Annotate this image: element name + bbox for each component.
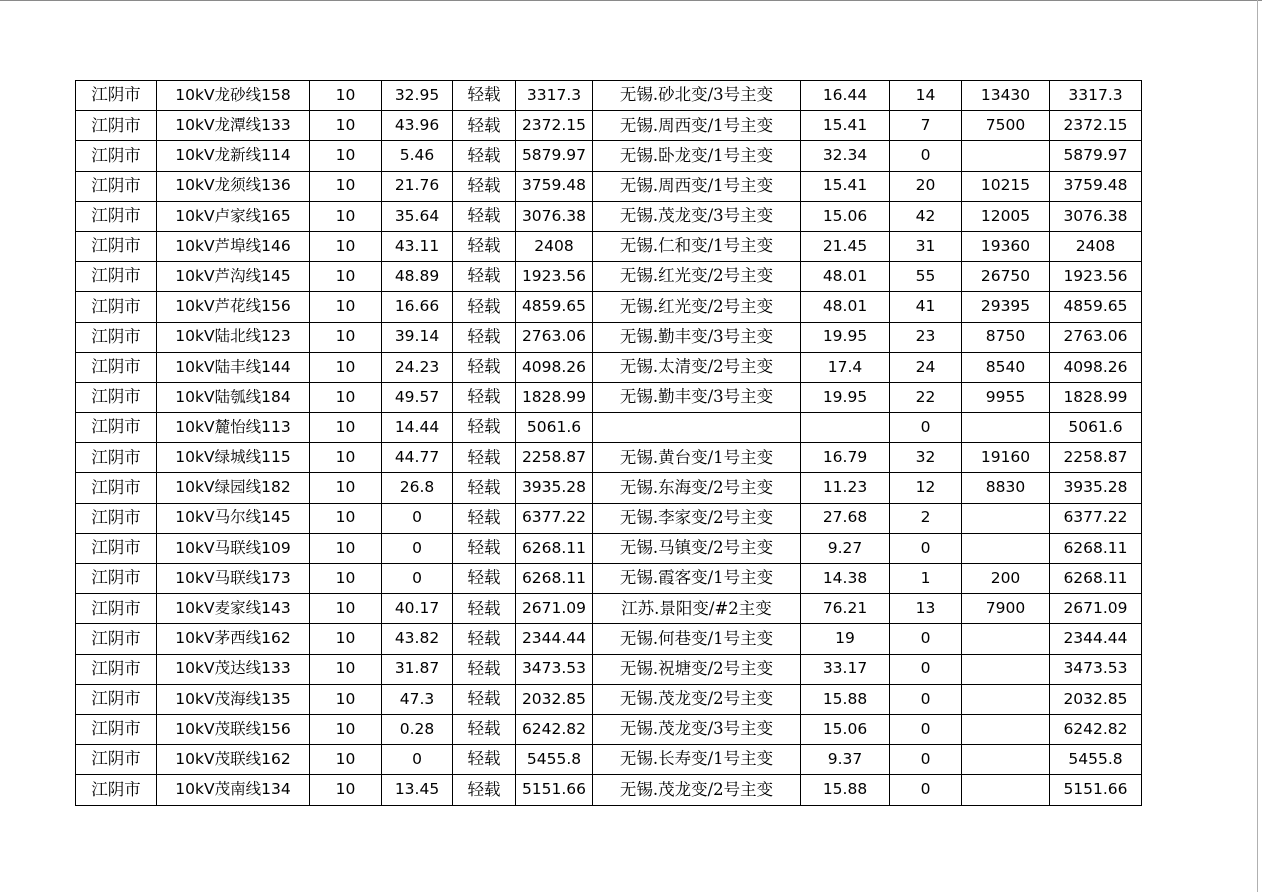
transformer-load-cell bbox=[801, 413, 890, 443]
count-cell: 20 bbox=[890, 171, 962, 201]
count-cell: 14 bbox=[890, 81, 962, 111]
city-cell: 江阴市 bbox=[76, 533, 157, 563]
voltage-cell: 10 bbox=[310, 413, 382, 443]
city-cell: 江阴市 bbox=[76, 745, 157, 775]
installed-capacity-cell: 7900 bbox=[962, 594, 1050, 624]
line-name-cell: 10kV龙须线136 bbox=[157, 171, 310, 201]
transformer-cell: 江苏.景阳变/#2主变 bbox=[593, 594, 801, 624]
load-status-cell: 轻载 bbox=[453, 382, 516, 412]
installed-capacity-cell bbox=[962, 714, 1050, 744]
load-status-cell: 轻载 bbox=[453, 292, 516, 322]
capacity-cell: 6242.82 bbox=[516, 714, 593, 744]
transformer-load-cell: 9.27 bbox=[801, 533, 890, 563]
load-rate-cell: 26.8 bbox=[382, 473, 453, 503]
count-cell: 0 bbox=[890, 533, 962, 563]
count-cell: 55 bbox=[890, 262, 962, 292]
transformer-load-cell: 9.37 bbox=[801, 745, 890, 775]
line-name-cell: 10kV龙砂线158 bbox=[157, 81, 310, 111]
transformer-cell: 无锡.茂龙变/3号主变 bbox=[593, 714, 801, 744]
load-rate-cell: 47.3 bbox=[382, 684, 453, 714]
capacity-cell: 3076.38 bbox=[516, 201, 593, 231]
table-row bbox=[76, 745, 1142, 775]
installed-capacity-cell: 19360 bbox=[962, 231, 1050, 261]
capacity-cell: 6377.22 bbox=[516, 503, 593, 533]
city-cell: 江阴市 bbox=[76, 111, 157, 141]
installed-capacity-cell bbox=[962, 413, 1050, 443]
load-rate-cell: 40.17 bbox=[382, 594, 453, 624]
load-rate-cell: 39.14 bbox=[382, 322, 453, 352]
transformer-cell: 无锡.霞客变/1号主变 bbox=[593, 564, 801, 594]
load-status-cell: 轻载 bbox=[453, 81, 516, 111]
load-status-cell: 轻载 bbox=[453, 564, 516, 594]
transformer-cell: 无锡.黄台变/1号主变 bbox=[593, 443, 801, 473]
load-rate-cell: 14.44 bbox=[382, 413, 453, 443]
city-cell: 江阴市 bbox=[76, 775, 157, 805]
table-row bbox=[76, 503, 1142, 533]
transformer-cell: 无锡.何巷变/1号主变 bbox=[593, 624, 801, 654]
city-cell: 江阴市 bbox=[76, 352, 157, 382]
count-cell: 0 bbox=[890, 745, 962, 775]
capacity-cell: 2258.87 bbox=[516, 443, 593, 473]
table-row bbox=[76, 111, 1142, 141]
transformer-load-cell: 11.23 bbox=[801, 473, 890, 503]
voltage-cell: 10 bbox=[310, 171, 382, 201]
line-name-cell: 10kV芦沟线145 bbox=[157, 262, 310, 292]
transformer-cell: 无锡.周西变/1号主变 bbox=[593, 111, 801, 141]
load-rate-cell: 0.28 bbox=[382, 714, 453, 744]
count-cell: 0 bbox=[890, 775, 962, 805]
capacity-cell: 1828.99 bbox=[516, 382, 593, 412]
installed-capacity-cell: 9955 bbox=[962, 382, 1050, 412]
voltage-cell: 10 bbox=[310, 624, 382, 654]
load-rate-cell: 24.23 bbox=[382, 352, 453, 382]
installed-capacity-cell: 8830 bbox=[962, 473, 1050, 503]
voltage-cell: 10 bbox=[310, 684, 382, 714]
load-rate-cell: 35.64 bbox=[382, 201, 453, 231]
transformer-load-cell: 48.01 bbox=[801, 262, 890, 292]
load-rate-cell: 5.46 bbox=[382, 141, 453, 171]
load-rate-cell: 0 bbox=[382, 533, 453, 563]
margin-cell: 4098.26 bbox=[1050, 352, 1142, 382]
load-status-cell: 轻载 bbox=[453, 141, 516, 171]
transformer-load-cell: 48.01 bbox=[801, 292, 890, 322]
voltage-cell: 10 bbox=[310, 714, 382, 744]
installed-capacity-cell: 13430 bbox=[962, 81, 1050, 111]
line-name-cell: 10kV麓怡线113 bbox=[157, 413, 310, 443]
city-cell: 江阴市 bbox=[76, 503, 157, 533]
count-cell: 31 bbox=[890, 231, 962, 261]
voltage-cell: 10 bbox=[310, 352, 382, 382]
capacity-cell: 2344.44 bbox=[516, 624, 593, 654]
margin-cell: 3317.3 bbox=[1050, 81, 1142, 111]
line-name-cell: 10kV茂南线134 bbox=[157, 775, 310, 805]
margin-cell: 3935.28 bbox=[1050, 473, 1142, 503]
installed-capacity-cell: 12005 bbox=[962, 201, 1050, 231]
installed-capacity-cell: 29395 bbox=[962, 292, 1050, 322]
city-cell: 江阴市 bbox=[76, 141, 157, 171]
load-rate-cell: 32.95 bbox=[382, 81, 453, 111]
count-cell: 0 bbox=[890, 684, 962, 714]
capacity-cell: 2408 bbox=[516, 231, 593, 261]
count-cell: 41 bbox=[890, 292, 962, 322]
capacity-cell: 6268.11 bbox=[516, 533, 593, 563]
load-status-cell: 轻载 bbox=[453, 533, 516, 563]
city-cell: 江阴市 bbox=[76, 81, 157, 111]
table-row bbox=[76, 322, 1142, 352]
load-rate-cell: 16.66 bbox=[382, 292, 453, 322]
voltage-cell: 10 bbox=[310, 443, 382, 473]
count-cell: 0 bbox=[890, 714, 962, 744]
load-status-cell: 轻载 bbox=[453, 443, 516, 473]
load-status-cell: 轻载 bbox=[453, 171, 516, 201]
line-name-cell: 10kV麦家线143 bbox=[157, 594, 310, 624]
transformer-cell: 无锡.勤丰变/3号主变 bbox=[593, 322, 801, 352]
transformer-load-cell: 19 bbox=[801, 624, 890, 654]
city-cell: 江阴市 bbox=[76, 322, 157, 352]
table-row bbox=[76, 352, 1142, 382]
transformer-cell: 无锡.茂龙变/2号主变 bbox=[593, 775, 801, 805]
voltage-cell: 10 bbox=[310, 201, 382, 231]
load-status-cell: 轻载 bbox=[453, 654, 516, 684]
line-name-cell: 10kV茂联线156 bbox=[157, 714, 310, 744]
installed-capacity-cell: 10215 bbox=[962, 171, 1050, 201]
table-row bbox=[76, 443, 1142, 473]
load-rate-cell: 43.11 bbox=[382, 231, 453, 261]
count-cell: 0 bbox=[890, 654, 962, 684]
capacity-cell: 4859.65 bbox=[516, 292, 593, 322]
city-cell: 江阴市 bbox=[76, 413, 157, 443]
line-name-cell: 10kV马尔线145 bbox=[157, 503, 310, 533]
load-rate-cell: 0 bbox=[382, 564, 453, 594]
load-status-cell: 轻载 bbox=[453, 775, 516, 805]
line-name-cell: 10kV龙潭线133 bbox=[157, 111, 310, 141]
installed-capacity-cell bbox=[962, 503, 1050, 533]
transformer-load-cell: 21.45 bbox=[801, 231, 890, 261]
installed-capacity-cell bbox=[962, 624, 1050, 654]
installed-capacity-cell bbox=[962, 654, 1050, 684]
city-cell: 江阴市 bbox=[76, 382, 157, 412]
count-cell: 12 bbox=[890, 473, 962, 503]
voltage-cell: 10 bbox=[310, 775, 382, 805]
capacity-cell: 6268.11 bbox=[516, 564, 593, 594]
transformer-load-cell: 15.06 bbox=[801, 201, 890, 231]
data-table bbox=[75, 80, 1142, 806]
city-cell: 江阴市 bbox=[76, 594, 157, 624]
voltage-cell: 10 bbox=[310, 564, 382, 594]
transformer-cell bbox=[593, 413, 801, 443]
transformer-load-cell: 15.41 bbox=[801, 171, 890, 201]
voltage-cell: 10 bbox=[310, 745, 382, 775]
margin-cell: 2258.87 bbox=[1050, 443, 1142, 473]
line-name-cell: 10kV马联线173 bbox=[157, 564, 310, 594]
load-status-cell: 轻载 bbox=[453, 201, 516, 231]
capacity-cell: 5879.97 bbox=[516, 141, 593, 171]
table-row bbox=[76, 382, 1142, 412]
margin-cell: 1828.99 bbox=[1050, 382, 1142, 412]
load-status-cell: 轻载 bbox=[453, 624, 516, 654]
capacity-cell: 2763.06 bbox=[516, 322, 593, 352]
load-status-cell: 轻载 bbox=[453, 684, 516, 714]
transformer-load-cell: 19.95 bbox=[801, 322, 890, 352]
transformer-cell: 无锡.卧龙变/1号主变 bbox=[593, 141, 801, 171]
page-top-border bbox=[0, 0, 1262, 1]
table-row bbox=[76, 714, 1142, 744]
count-cell: 2 bbox=[890, 503, 962, 533]
transformer-load-cell: 32.34 bbox=[801, 141, 890, 171]
load-status-cell: 轻载 bbox=[453, 352, 516, 382]
margin-cell: 6268.11 bbox=[1050, 533, 1142, 563]
table-row bbox=[76, 533, 1142, 563]
count-cell: 24 bbox=[890, 352, 962, 382]
count-cell: 13 bbox=[890, 594, 962, 624]
line-name-cell: 10kV陆丰线144 bbox=[157, 352, 310, 382]
line-name-cell: 10kV龙新线114 bbox=[157, 141, 310, 171]
voltage-cell: 10 bbox=[310, 594, 382, 624]
transformer-cell: 无锡.祝塘变/2号主变 bbox=[593, 654, 801, 684]
margin-cell: 2763.06 bbox=[1050, 322, 1142, 352]
transformer-cell: 无锡.周西变/1号主变 bbox=[593, 171, 801, 201]
voltage-cell: 10 bbox=[310, 292, 382, 322]
margin-cell: 5879.97 bbox=[1050, 141, 1142, 171]
capacity-cell: 3317.3 bbox=[516, 81, 593, 111]
margin-cell: 6268.11 bbox=[1050, 564, 1142, 594]
transformer-cell: 无锡.红光变/2号主变 bbox=[593, 262, 801, 292]
installed-capacity-cell bbox=[962, 745, 1050, 775]
line-name-cell: 10kV绿城线115 bbox=[157, 443, 310, 473]
table-row bbox=[76, 564, 1142, 594]
table-row bbox=[76, 654, 1142, 684]
table-row bbox=[76, 775, 1142, 805]
installed-capacity-cell: 19160 bbox=[962, 443, 1050, 473]
line-name-cell: 10kV茂海线135 bbox=[157, 684, 310, 714]
voltage-cell: 10 bbox=[310, 473, 382, 503]
count-cell: 0 bbox=[890, 413, 962, 443]
margin-cell: 5061.6 bbox=[1050, 413, 1142, 443]
count-cell: 42 bbox=[890, 201, 962, 231]
voltage-cell: 10 bbox=[310, 322, 382, 352]
installed-capacity-cell: 7500 bbox=[962, 111, 1050, 141]
transformer-cell: 无锡.太清变/2号主变 bbox=[593, 352, 801, 382]
installed-capacity-cell bbox=[962, 533, 1050, 563]
installed-capacity-cell: 8750 bbox=[962, 322, 1050, 352]
transformer-cell: 无锡.仁和变/1号主变 bbox=[593, 231, 801, 261]
load-status-cell: 轻载 bbox=[453, 262, 516, 292]
margin-cell: 3473.53 bbox=[1050, 654, 1142, 684]
count-cell: 0 bbox=[890, 624, 962, 654]
city-cell: 江阴市 bbox=[76, 684, 157, 714]
table-row bbox=[76, 594, 1142, 624]
margin-cell: 5455.8 bbox=[1050, 745, 1142, 775]
line-name-cell: 10kV卢家线165 bbox=[157, 201, 310, 231]
table-row bbox=[76, 473, 1142, 503]
table-row bbox=[76, 413, 1142, 443]
line-name-cell: 10kV茂达线133 bbox=[157, 654, 310, 684]
capacity-cell: 3759.48 bbox=[516, 171, 593, 201]
margin-cell: 5151.66 bbox=[1050, 775, 1142, 805]
voltage-cell: 10 bbox=[310, 654, 382, 684]
installed-capacity-cell: 200 bbox=[962, 564, 1050, 594]
city-cell: 江阴市 bbox=[76, 564, 157, 594]
count-cell: 23 bbox=[890, 322, 962, 352]
load-status-cell: 轻载 bbox=[453, 714, 516, 744]
transformer-load-cell: 27.68 bbox=[801, 503, 890, 533]
count-cell: 32 bbox=[890, 443, 962, 473]
table-row bbox=[76, 624, 1142, 654]
load-rate-cell: 31.87 bbox=[382, 654, 453, 684]
margin-cell: 6377.22 bbox=[1050, 503, 1142, 533]
margin-cell: 6242.82 bbox=[1050, 714, 1142, 744]
load-status-cell: 轻载 bbox=[453, 111, 516, 141]
city-cell: 江阴市 bbox=[76, 714, 157, 744]
load-rate-cell: 43.96 bbox=[382, 111, 453, 141]
load-status-cell: 轻载 bbox=[453, 503, 516, 533]
voltage-cell: 10 bbox=[310, 382, 382, 412]
capacity-cell: 3935.28 bbox=[516, 473, 593, 503]
table-row bbox=[76, 171, 1142, 201]
margin-cell: 2032.85 bbox=[1050, 684, 1142, 714]
transformer-cell: 无锡.马镇变/2号主变 bbox=[593, 533, 801, 563]
city-cell: 江阴市 bbox=[76, 201, 157, 231]
count-cell: 7 bbox=[890, 111, 962, 141]
load-rate-cell: 0 bbox=[382, 503, 453, 533]
transformer-load-cell: 15.41 bbox=[801, 111, 890, 141]
voltage-cell: 10 bbox=[310, 533, 382, 563]
transformer-cell: 无锡.李家变/2号主变 bbox=[593, 503, 801, 533]
voltage-cell: 10 bbox=[310, 141, 382, 171]
load-status-cell: 轻载 bbox=[453, 745, 516, 775]
load-rate-cell: 13.45 bbox=[382, 775, 453, 805]
table-row bbox=[76, 292, 1142, 322]
table-row bbox=[76, 81, 1142, 111]
installed-capacity-cell bbox=[962, 775, 1050, 805]
table-row bbox=[76, 231, 1142, 261]
capacity-cell: 5061.6 bbox=[516, 413, 593, 443]
load-status-cell: 轻载 bbox=[453, 413, 516, 443]
capacity-cell: 1923.56 bbox=[516, 262, 593, 292]
city-cell: 江阴市 bbox=[76, 654, 157, 684]
load-status-cell: 轻载 bbox=[453, 231, 516, 261]
installed-capacity-cell bbox=[962, 141, 1050, 171]
voltage-cell: 10 bbox=[310, 231, 382, 261]
load-status-cell: 轻载 bbox=[453, 594, 516, 624]
margin-cell: 2671.09 bbox=[1050, 594, 1142, 624]
installed-capacity-cell: 8540 bbox=[962, 352, 1050, 382]
capacity-cell: 4098.26 bbox=[516, 352, 593, 382]
capacity-cell: 2032.85 bbox=[516, 684, 593, 714]
transformer-cell: 无锡.红光变/2号主变 bbox=[593, 292, 801, 322]
load-status-cell: 轻载 bbox=[453, 322, 516, 352]
count-cell: 22 bbox=[890, 382, 962, 412]
load-rate-cell: 0 bbox=[382, 745, 453, 775]
transformer-load-cell: 16.79 bbox=[801, 443, 890, 473]
margin-cell: 4859.65 bbox=[1050, 292, 1142, 322]
page-right-border bbox=[1257, 0, 1258, 892]
transformer-cell: 无锡.勤丰变/3号主变 bbox=[593, 382, 801, 412]
capacity-cell: 2372.15 bbox=[516, 111, 593, 141]
load-rate-cell: 48.89 bbox=[382, 262, 453, 292]
city-cell: 江阴市 bbox=[76, 231, 157, 261]
load-status-cell: 轻载 bbox=[453, 473, 516, 503]
load-rate-cell: 49.57 bbox=[382, 382, 453, 412]
margin-cell: 2344.44 bbox=[1050, 624, 1142, 654]
line-name-cell: 10kV陆北线123 bbox=[157, 322, 310, 352]
margin-cell: 3759.48 bbox=[1050, 171, 1142, 201]
table-row bbox=[76, 684, 1142, 714]
city-cell: 江阴市 bbox=[76, 262, 157, 292]
table-body bbox=[76, 81, 1142, 806]
city-cell: 江阴市 bbox=[76, 473, 157, 503]
line-name-cell: 10kV芦埠线146 bbox=[157, 231, 310, 261]
load-rate-cell: 44.77 bbox=[382, 443, 453, 473]
table-row bbox=[76, 262, 1142, 292]
transformer-cell: 无锡.长寿变/1号主变 bbox=[593, 745, 801, 775]
line-name-cell: 10kV绿园线182 bbox=[157, 473, 310, 503]
city-cell: 江阴市 bbox=[76, 443, 157, 473]
table-row bbox=[76, 141, 1142, 171]
margin-cell: 2408 bbox=[1050, 231, 1142, 261]
voltage-cell: 10 bbox=[310, 81, 382, 111]
capacity-cell: 3473.53 bbox=[516, 654, 593, 684]
transformer-load-cell: 15.06 bbox=[801, 714, 890, 744]
transformer-load-cell: 15.88 bbox=[801, 684, 890, 714]
transformer-load-cell: 17.4 bbox=[801, 352, 890, 382]
line-name-cell: 10kV陆瓠线184 bbox=[157, 382, 310, 412]
margin-cell: 3076.38 bbox=[1050, 201, 1142, 231]
city-cell: 江阴市 bbox=[76, 292, 157, 322]
margin-cell: 1923.56 bbox=[1050, 262, 1142, 292]
transformer-cell: 无锡.东海变/2号主变 bbox=[593, 473, 801, 503]
line-name-cell: 10kV芦花线156 bbox=[157, 292, 310, 322]
transformer-load-cell: 16.44 bbox=[801, 81, 890, 111]
voltage-cell: 10 bbox=[310, 503, 382, 533]
count-cell: 1 bbox=[890, 564, 962, 594]
city-cell: 江阴市 bbox=[76, 624, 157, 654]
voltage-cell: 10 bbox=[310, 262, 382, 292]
transformer-load-cell: 14.38 bbox=[801, 564, 890, 594]
voltage-cell: 10 bbox=[310, 111, 382, 141]
transformer-cell: 无锡.茂龙变/2号主变 bbox=[593, 684, 801, 714]
transformer-load-cell: 19.95 bbox=[801, 382, 890, 412]
transformer-load-cell: 76.21 bbox=[801, 594, 890, 624]
capacity-cell: 2671.09 bbox=[516, 594, 593, 624]
transformer-load-cell: 33.17 bbox=[801, 654, 890, 684]
installed-capacity-cell bbox=[962, 684, 1050, 714]
transformer-cell: 无锡.砂北变/3号主变 bbox=[593, 81, 801, 111]
installed-capacity-cell: 26750 bbox=[962, 262, 1050, 292]
transformer-load-cell: 15.88 bbox=[801, 775, 890, 805]
capacity-cell: 5151.66 bbox=[516, 775, 593, 805]
margin-cell: 2372.15 bbox=[1050, 111, 1142, 141]
line-name-cell: 10kV马联线109 bbox=[157, 533, 310, 563]
table-row bbox=[76, 201, 1142, 231]
line-name-cell: 10kV茂联线162 bbox=[157, 745, 310, 775]
line-name-cell: 10kV茅西线162 bbox=[157, 624, 310, 654]
count-cell: 0 bbox=[890, 141, 962, 171]
load-rate-cell: 21.76 bbox=[382, 171, 453, 201]
load-rate-cell: 43.82 bbox=[382, 624, 453, 654]
capacity-cell: 5455.8 bbox=[516, 745, 593, 775]
city-cell: 江阴市 bbox=[76, 171, 157, 201]
transformer-cell: 无锡.茂龙变/3号主变 bbox=[593, 201, 801, 231]
